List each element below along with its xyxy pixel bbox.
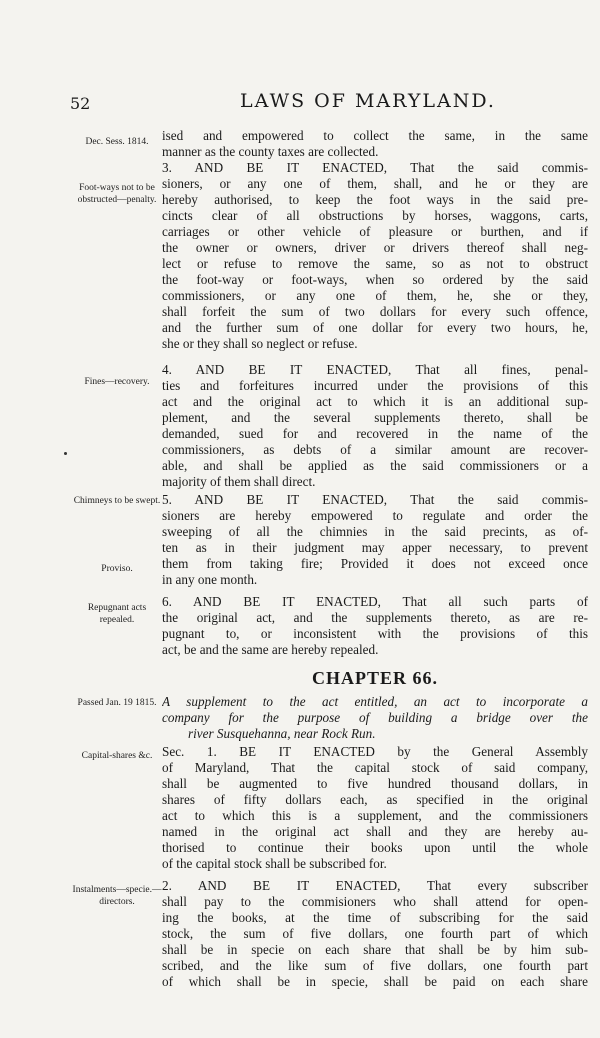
body-line: in any one month. <box>162 572 258 587</box>
body-line: ties and forfeitures incurred under the provisions of this <box>162 378 588 393</box>
body-line: 5. AND BE IT ENACTED, That the said commis- <box>162 492 588 507</box>
body-line: the foot-way or foot-ways, when so ordered by the said <box>162 272 588 287</box>
body-line: shall be in specie on each share that shall be by him sub- <box>162 942 588 957</box>
body-line: sioners are hereby empowered to regulate and order the <box>162 508 588 523</box>
body-line: 6. AND BE IT ENACTED, That all such parts of <box>162 594 588 609</box>
margin-note-chimneys: Chimneys to be swept. <box>73 496 161 506</box>
body-line: cincts clear of all obstructions by horses, waggons, carts, <box>162 208 588 223</box>
body-line: sioners, or any one of them, shall, and he or they are <box>162 176 588 191</box>
body-line: demanded, sued for and recovered in the name of the <box>162 426 588 441</box>
body-line: ing the books, at the time of subscribing for the said <box>162 910 588 925</box>
body-line: act, be and the same are hereby repealed. <box>162 642 379 657</box>
body-line: shall pay to the commisioners who shall attend for open- <box>162 894 588 909</box>
body-line: plement, and the several supplements thereto, shall be <box>162 410 588 425</box>
body-line: carriages or other vehicle of pleasure or burthen, and if <box>162 224 588 239</box>
margin-note-fines: Fines—recovery. <box>84 377 150 387</box>
margin-note-proviso: Proviso. <box>101 564 133 574</box>
body-line: the original act, and the supplements thereto, as are re- <box>162 610 588 625</box>
body-line: manner as the county taxes are collected. <box>162 144 379 159</box>
body-line: pugnant to, or inconsistent with the provisions of this <box>162 626 588 641</box>
body-line: and the further sum of one dollar for every two hours, he, <box>162 320 588 335</box>
margin-note-instalments: Instalments—specie.—directors. <box>72 885 162 907</box>
body-line: majority of them shall direct. <box>162 474 316 489</box>
chapter-title-line: A supplement to the act entitled, an act to incorporate a <box>162 694 588 709</box>
body-line: act to which this is a supplement, and the commissioners <box>162 808 588 823</box>
body-line: 3. AND BE IT ENACTED, That the said commis- <box>162 160 588 175</box>
margin-note-passed: Passed Jan. 19 1815. <box>77 698 157 708</box>
body-line: able, and shall be applied as the said commissioners or a <box>162 458 588 473</box>
body-line: scribed, and the like sum of five dollars, one fourth part <box>162 958 588 973</box>
body-line: the owner or owners, driver or drivers thereof shall neg- <box>162 240 588 255</box>
body-line: named in the original act shall and they are hereby au- <box>162 824 588 839</box>
page-header <box>0 86 600 116</box>
body-line: commissioners, as debts of a similar amount are recover- <box>162 442 588 457</box>
body-line: stock, the sum of five dollars, one fourth part of which <box>162 926 588 941</box>
body-line: lect or refuse to remove the same, so as not to obstruct <box>162 256 588 271</box>
body-line: ten as in their judgment may apper necessary, to prevent <box>162 540 588 555</box>
body-line: shares of fifty dollars each, as specified in the original <box>162 792 588 807</box>
margin-note-foot-ways: Foot-ways not to be obstructed—penalty. <box>77 183 157 205</box>
running-head: LAWS OF MARYLAND. <box>240 90 496 112</box>
body-line: Sec. 1. BE IT ENACTED by the General Assembly <box>162 744 588 759</box>
body-line: she or they shall so neglect or refuse. <box>162 336 358 351</box>
body-line: 4. AND BE IT ENACTED, That all fines, penal- <box>162 362 588 377</box>
page-number: 52 <box>70 94 91 113</box>
body-line: commissioners, or any one of them, he, she or they, <box>162 288 588 303</box>
body-line: them from taking fire; Provided it does not exceed once <box>162 556 588 571</box>
chapter-title-line: river Susquehanna, near Rock Run. <box>188 726 376 741</box>
margin-note-repugnant: Repugnant acts repealed. <box>87 603 147 625</box>
chapter-title-line: company for the purpose of building a bridge over the <box>162 710 588 725</box>
body-line: act and the original act to which it is an additional sup- <box>162 394 588 409</box>
margin-note-capital: Capital-shares &c. <box>81 751 153 761</box>
body-line: sweeping of all the chimnies in the said precints, as of- <box>162 524 588 539</box>
body-line: shall be augmented to five hundred thousand dollars, in <box>162 776 588 791</box>
body-line: thorised to continue their books upon until the whole <box>162 840 588 855</box>
body-line: of which shall be in specie, shall be paid on each share <box>162 974 588 989</box>
body-line: hereby authorised, to keep the foot ways in the said pre- <box>162 192 588 207</box>
body-line: ised and empowered to collect the same, in the same <box>162 128 588 143</box>
scan-speck <box>64 452 67 455</box>
chapter-heading: CHAPTER 66. <box>311 668 438 688</box>
margin-note-session: Dec. Sess. 1814. <box>85 137 149 147</box>
body-line: of the capital stock shall be subscribed for. <box>162 856 387 871</box>
body-line: of Maryland, That the capital stock of said company, <box>162 760 588 775</box>
body-line: shall forfeit the sum of two dollars for every such offence, <box>162 304 588 319</box>
body-line: 2. AND BE IT ENACTED, That every subscriber <box>162 878 588 893</box>
